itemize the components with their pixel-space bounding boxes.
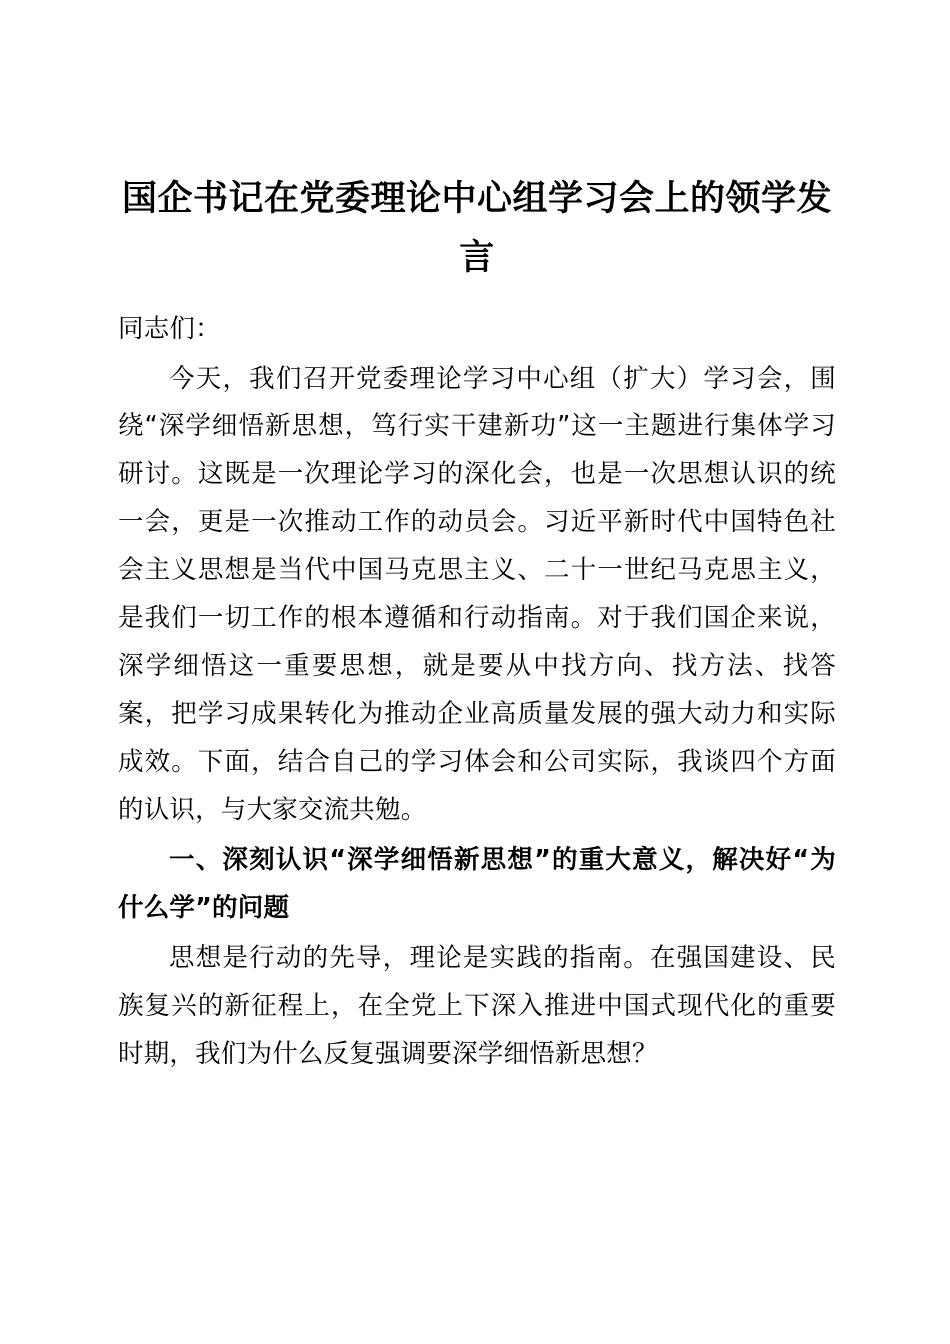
intro-paragraph: 今天，我们召开党委理论学习中心组（扩大）学习会，围绕“深学细悟新思想，笃行实干建新功”这一主题进行集体学习研讨。这既是一次理论学习的深化会，也是一次思想认识的统一会，更是一次推动工作的动员会。习近平新时代中国特色社会主义思想是当代中国马克思主义、二十一世纪马克思主义，是我们一切工作的根本遵循和行动指南。对于我们国企来说，深学细悟这一重要思想，就是要从中找方向、找方法、找答案，把学习成果转化为推动企业高质量发展的强大动力和实际成效。下面，结合自己的学习体会和公司实际，我谈四个方面的认识，与大家交流共勉。 (118, 363, 836, 825)
document-body (118, 170, 836, 1081)
salutation-line: 同志们： (118, 313, 221, 344)
section-one-paragraph: 思想是行动的先导，理论是实践的指南。在强国建设、民族复兴的新征程上，在全党上下深入推进中国式现代化的重要时期，我们为什么反复强调要深学细悟新思想？ (118, 942, 836, 1069)
section-heading-one: 一、深刻认识“深学细悟新思想”的重大意义，解决好“为什么学”的问题 (118, 844, 836, 923)
page-title: 国企书记在党委理论中心组学习会上的领学发言 (122, 179, 833, 278)
